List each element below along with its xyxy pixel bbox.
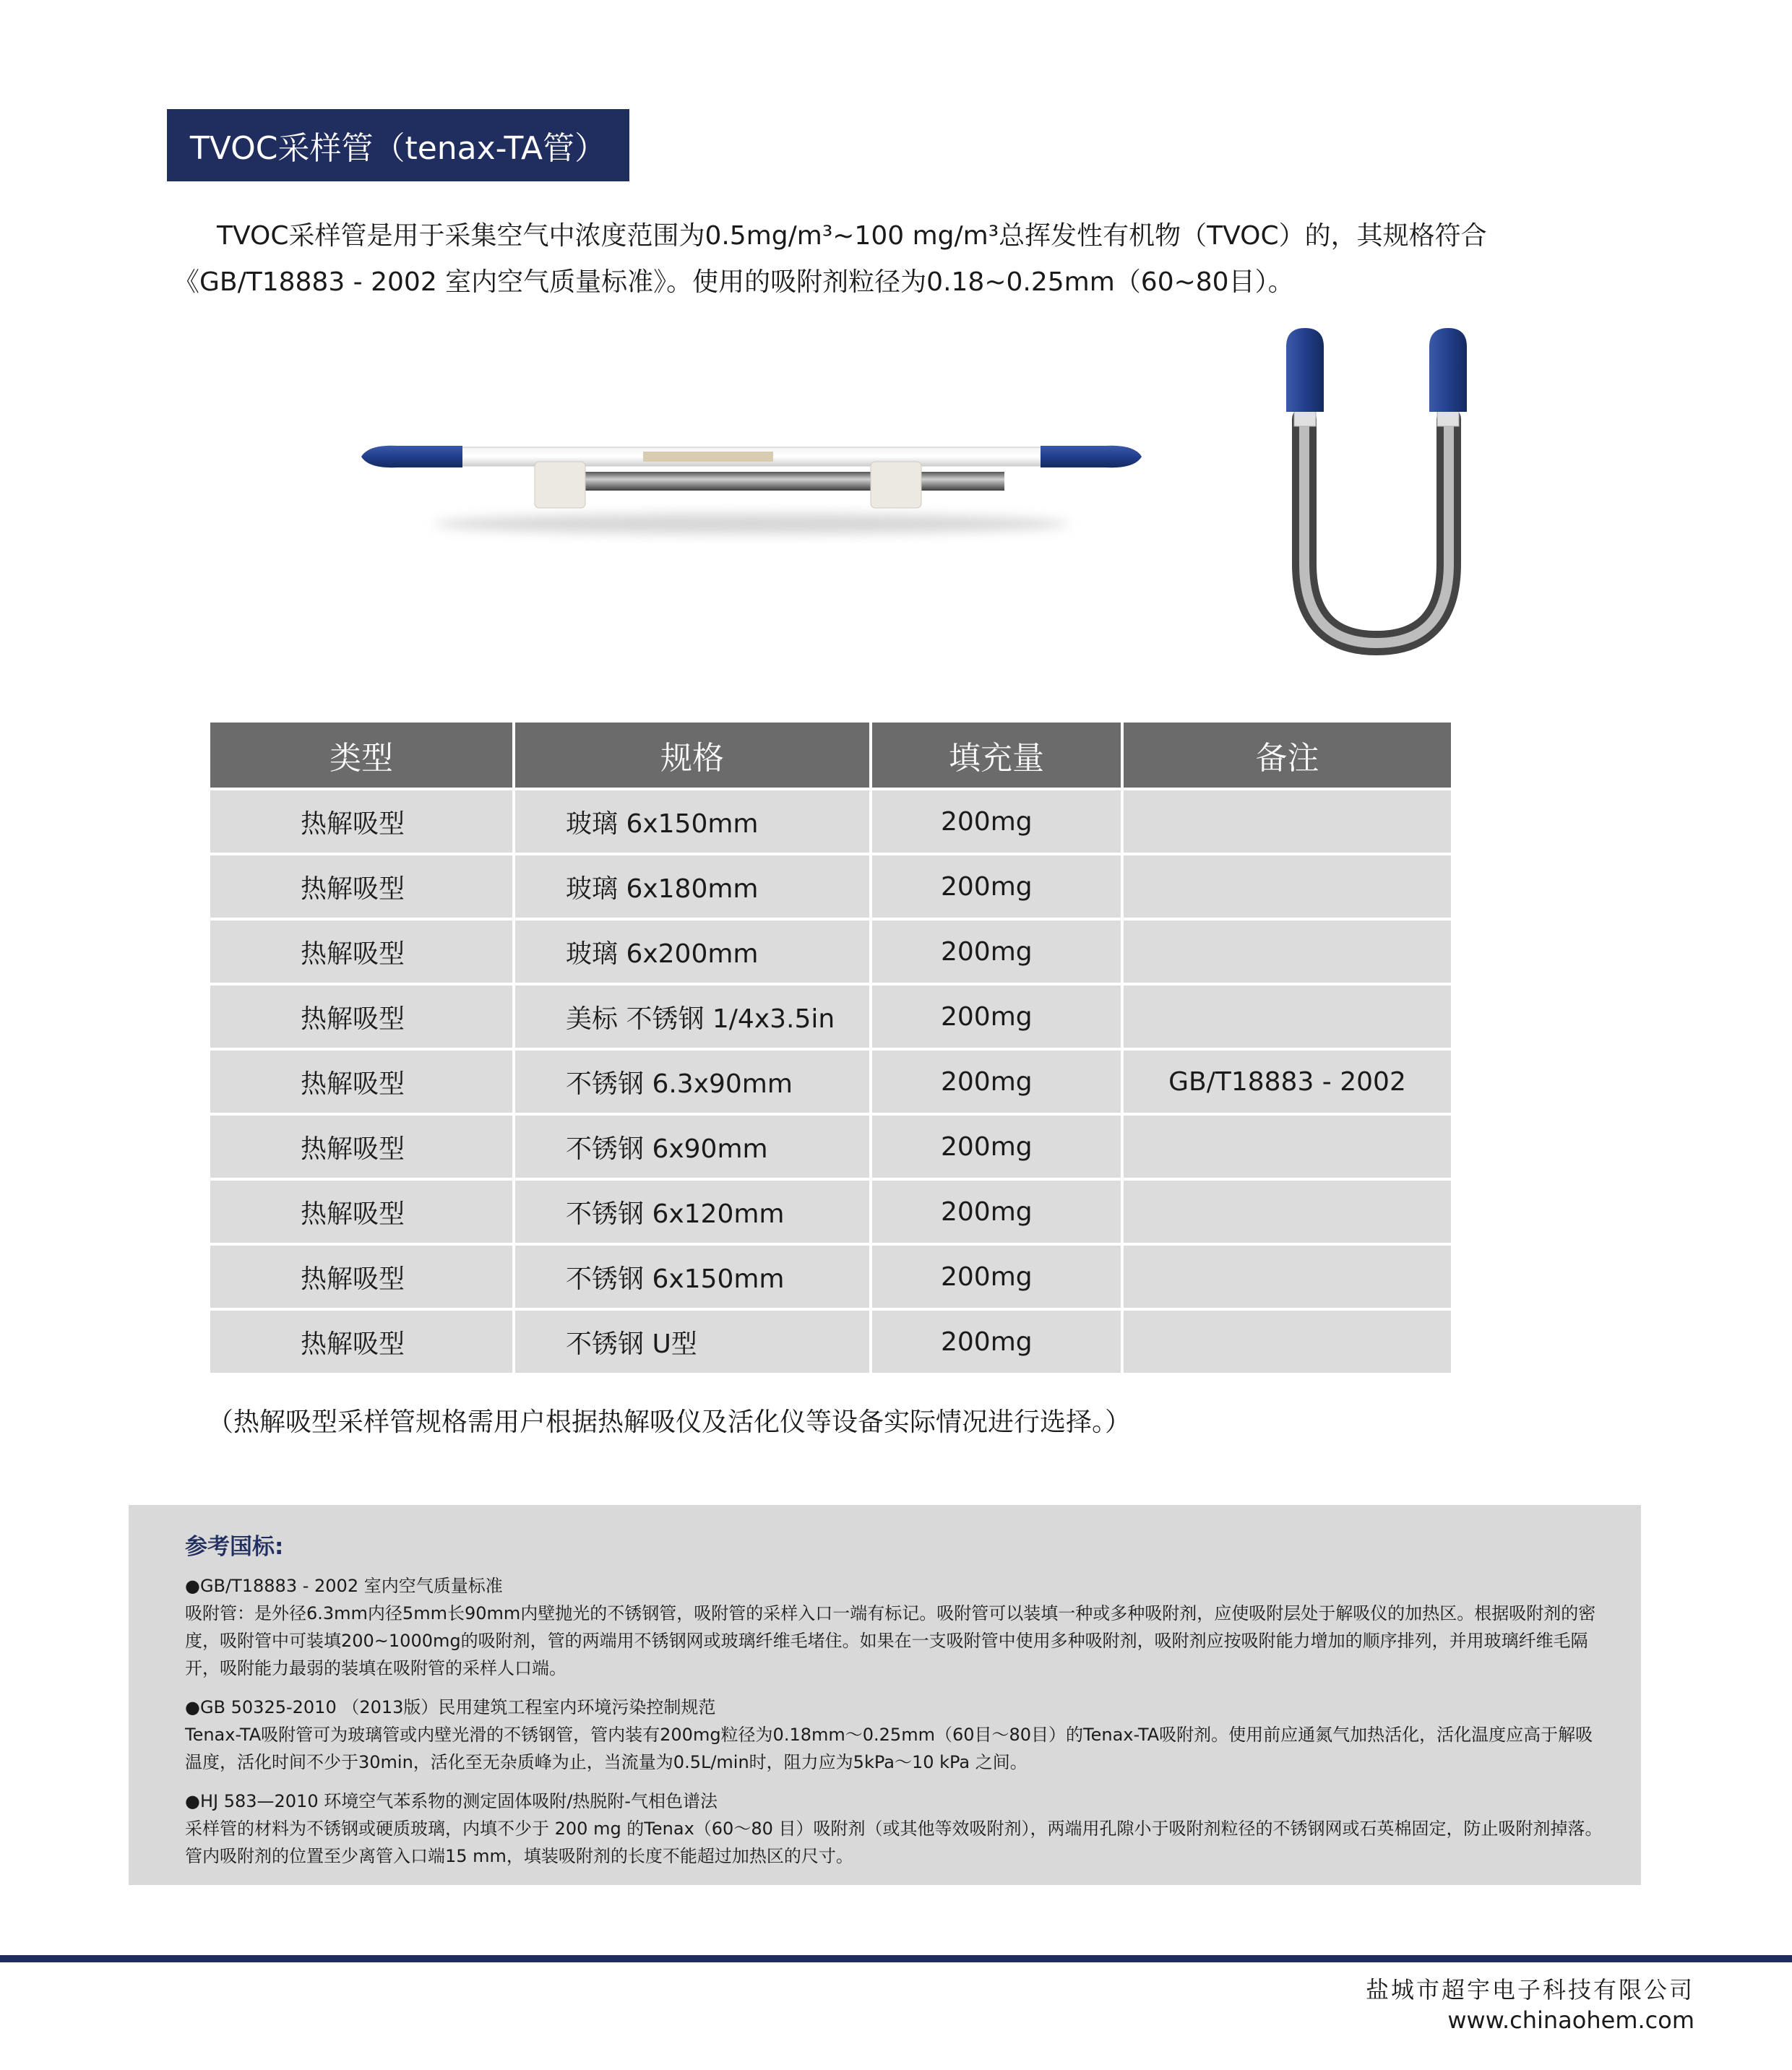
col-header-type: 类型 [210,723,512,788]
col-header-note: 备注 [1124,723,1451,788]
cell-type: 热解吸型 [210,1246,512,1308]
cell-spec: 玻璃 6x200mm [515,920,869,983]
cell-note [1124,1181,1451,1243]
cell-spec: 不锈钢 6.3x90mm [515,1051,869,1113]
cell-type: 热解吸型 [210,1051,512,1113]
cell-note [1124,920,1451,983]
reference-item-title: ●HJ 583—2010 环境空气苯系物的测定固体吸附/热脱附-气相色谱法 [185,1791,718,1811]
cell-note [1124,790,1451,853]
cell-type: 热解吸型 [210,790,512,853]
reference-item [185,1572,1605,1682]
spec-table [207,720,1454,1376]
cell-note: GB/T18883 - 2002 [1124,1051,1451,1113]
reference-item-title: ●GB/T18883 - 2002 室内空气质量标准 [185,1576,503,1596]
company-name: 盐城市超宇电子科技有限公司 [1365,1976,1694,2004]
col-header-fill: 填充量 [872,723,1121,788]
cell-type: 热解吸型 [210,1116,512,1178]
table-row [210,920,1451,983]
table-row [210,1116,1451,1178]
cell-note [1124,986,1451,1048]
cell-fill: 200mg [872,986,1121,1048]
footer-divider [0,1955,1792,1962]
reference-item-title: ●GB 50325-2010 （2013版）民用建筑工程室内环境污染控制规范 [185,1697,716,1717]
table-footnote: （热解吸型采样管规格需用户根据热解吸仪及活化仪等设备实际情况进行选择。） [207,1407,1132,1437]
cell-type: 热解吸型 [210,920,512,983]
cell-fill: 200mg [872,1246,1121,1308]
cell-type: 热解吸型 [210,855,512,918]
table-row [210,986,1451,1048]
intro-line-1: TVOC采样管是用于采集空气中浓度范围为0.5mg/m³~100 mg/m³总挥发性有机物（TVOC）的，其规格符合 [217,221,1487,251]
intro-paragraph [173,213,1496,306]
cell-note [1124,1116,1451,1178]
cell-fill: 200mg [872,1116,1121,1178]
reference-item [185,1694,1605,1776]
cell-fill: 200mg [872,1181,1121,1243]
cell-spec: 不锈钢 U型 [515,1311,869,1373]
table-row [210,1051,1451,1113]
cell-note [1124,1246,1451,1308]
reference-item-body: Tenax-TA吸附管可为玻璃管或内壁光滑的不锈钢管，管内装有200mg粒径为0.18mm～0.25mm（60目～80目）的Tenax-TA吸附剂。使用前应通氮气加热活化，活化温度应高于解吸温度，活化时间不少于30min，活化至无杂质峰为止，当流量为0.5L/min时，阻力应为5kPa～10 kPa 之间。 [185,1725,1593,1772]
reference-item-body: 吸附管：是外径6.3mm内径5mm长90mm内壁抛光的不锈钢管，吸附管的采样入口一端有标记。吸附管可以装填一种或多种吸附剂，应使吸附层处于解吸仪的加热区。根据吸附剂的密度，吸附管中可装填200~1000mg的吸附剂，管的两端用不锈钢网或玻璃纤维毛堵住。如果在一支吸附管中使用多种吸附剂，吸附剂应按吸附能力增加的顺序排列，并用玻璃纤维毛隔开，吸附能力最弱的装填在吸附管的采样人口端。 [185,1603,1596,1678]
table-row [210,1181,1451,1243]
cell-spec: 不锈钢 6x120mm [515,1181,869,1243]
cell-spec: 玻璃 6x150mm [515,790,869,853]
reference-standards-box [129,1505,1641,1885]
u-tube-photo [1272,325,1481,665]
cell-fill: 200mg [872,790,1121,853]
table-row [210,1311,1451,1373]
col-header-spec: 规格 [515,723,869,788]
table-row [210,1246,1451,1308]
page-title-text: TVOC采样管（tenax-TA管） [189,130,607,167]
company-info [1366,1975,1694,2035]
cell-spec: 玻璃 6x180mm [515,855,869,918]
reference-item-body: 采样管的材料为不锈钢或硬质玻璃，内填不少于 200 mg 的Tenax（60～80 目）吸附剂（或其他等效吸附剂），两端用孔隙小于吸附剂粒径的不锈钢网或石英棉固定，防止吸附剂掉落。管内吸附剂的位置至少离管入口端15 mm，填装吸附剂的长度不能超过加热区的尺寸。 [185,1819,1603,1866]
cell-fill: 200mg [872,855,1121,918]
cell-note [1124,1311,1451,1373]
table-header-row [210,723,1451,788]
cell-spec: 美标 不锈钢 1/4x3.5in [515,986,869,1048]
table-row [210,790,1451,853]
cell-spec: 不锈钢 6x90mm [515,1116,869,1178]
cell-fill: 200mg [872,1051,1121,1113]
cell-fill: 200mg [872,920,1121,983]
reference-heading: 参考国标: [185,1534,284,1560]
cell-note [1124,855,1451,918]
cell-type: 热解吸型 [210,1181,512,1243]
page-title [167,109,629,181]
cell-spec: 不锈钢 6x150mm [515,1246,869,1308]
reference-item [185,1787,1605,1870]
intro-line-2: 《GB/T18883 - 2002 室内空气质量标准》。使用的吸附剂粒径为0.18~0.25mm（60~80目）。 [173,267,1294,297]
straight-tube-photo [354,415,1149,545]
cell-fill: 200mg [872,1311,1121,1373]
table-row [210,855,1451,918]
cell-type: 热解吸型 [210,1311,512,1373]
cell-type: 热解吸型 [210,986,512,1048]
company-website: www.chinaohem.com [1447,2006,1694,2034]
